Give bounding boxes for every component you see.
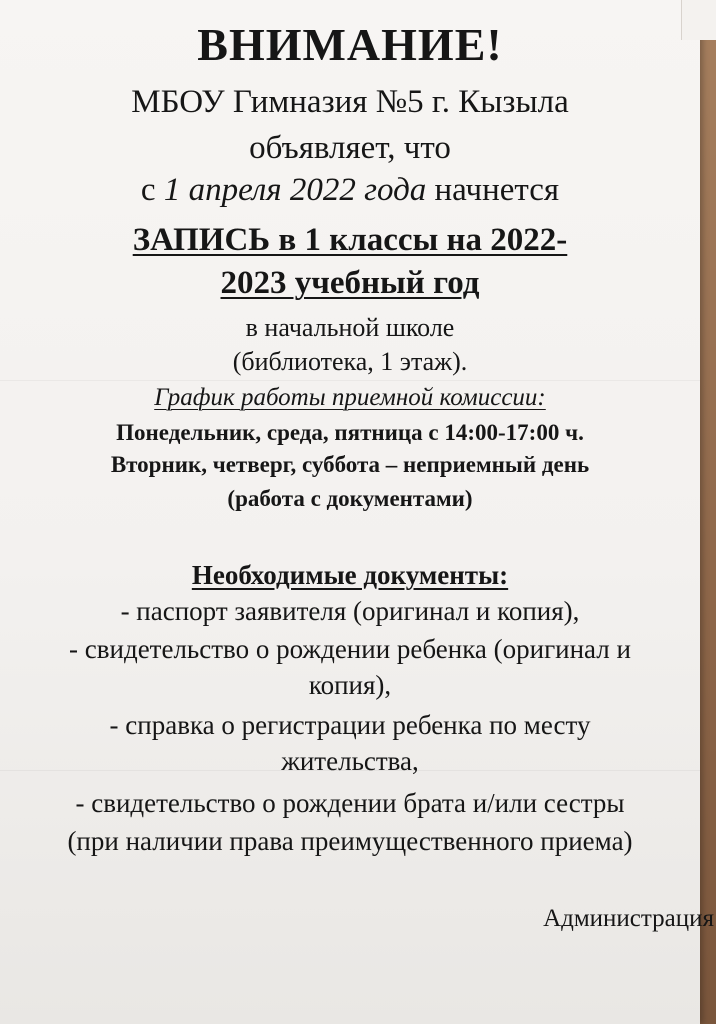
location-text: (библиотека, 1 этаж). bbox=[232, 347, 468, 376]
documents-heading: Необходимые документы: bbox=[191, 560, 509, 590]
schedule-line-1: Понедельник, среда, пятница с 14:00-17:00 ч. bbox=[116, 420, 584, 445]
document-item: - паспорт заявителя (оригинал и копия), bbox=[120, 596, 580, 626]
notice-title: ВНИМАНИЕ! bbox=[197, 19, 503, 70]
signature-administration: Администрация bbox=[543, 905, 714, 932]
start-date-line bbox=[0, 172, 700, 209]
enrollment-headline-2: 2023 учебный год bbox=[220, 265, 480, 301]
paper-behind bbox=[681, 0, 716, 40]
date-prefix: с bbox=[140, 172, 156, 208]
document-item: - свидетельство о рождении ребенка (оригинал и bbox=[69, 634, 631, 664]
document-item: - справка о регистрации ребенка по месту bbox=[109, 710, 591, 740]
schedule-line-3: (работа с документами) bbox=[227, 486, 473, 511]
date-suffix: начнется bbox=[434, 172, 560, 208]
schedule-line-2: Вторник, четверг, суббота – неприемный день bbox=[110, 452, 590, 477]
primary-school-text: в начальной школе bbox=[245, 313, 455, 342]
enrollment-headline-1: ЗАПИСЬ в 1 классы на 2022- bbox=[132, 222, 568, 258]
document-item-continued: жительства, bbox=[281, 746, 419, 776]
start-date: 1 апреля 2022 года bbox=[163, 172, 427, 208]
schedule-heading: График работы приемной комиссии: bbox=[154, 384, 546, 411]
document-item-continued: (при наличии права преимущественного приема) bbox=[67, 826, 633, 856]
document-item-continued: копия), bbox=[308, 670, 392, 700]
school-name: МБОУ Гимназия №5 г. Кызыла bbox=[131, 84, 569, 120]
announces-text: объявляет, что bbox=[249, 130, 451, 166]
document-item: - свидетельство о рождении брата и/или сестры bbox=[75, 788, 625, 818]
paper-crease bbox=[0, 380, 700, 381]
